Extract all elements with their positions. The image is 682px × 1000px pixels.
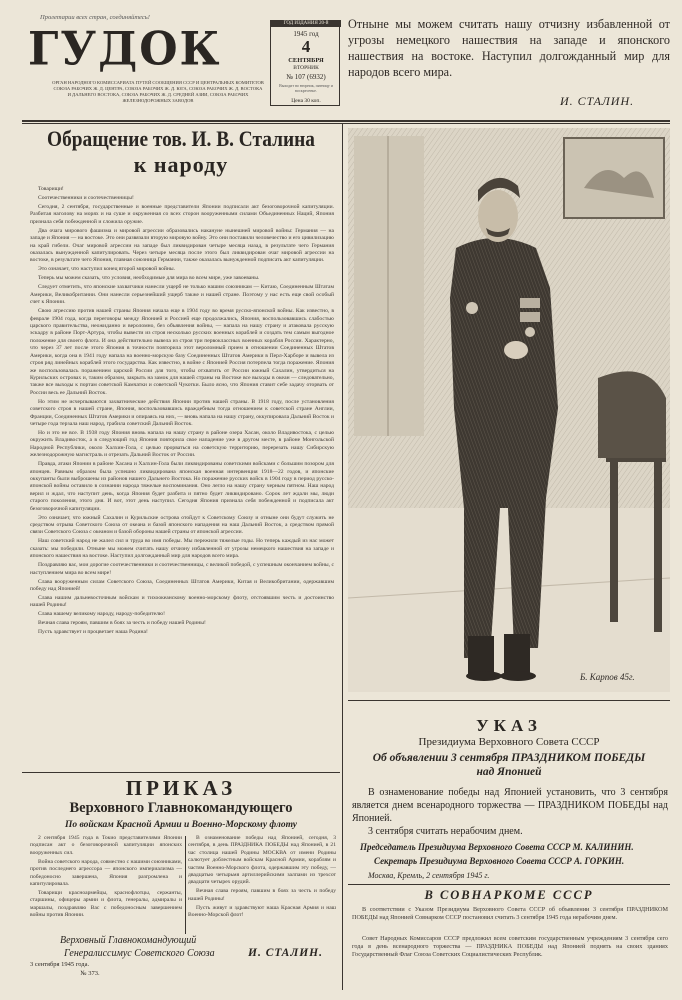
address-paragraph: Соотечественники и соотечественницы! bbox=[38, 195, 134, 201]
address-paragraph: Следует отметить, что японские захватчики нанесли ущерб не только нашим союзникам — Китаю, Соединенным Штатам Америки, Великобритании. Они нанесли серьезнейший ущерб также и нашей стране. Поэтому у нас есть еще свой особый счет к Японии. bbox=[30, 284, 334, 306]
masthead bbox=[22, 14, 340, 118]
ukaz-secretary: Секретарь Президиума Верховного Совета СССР А. ГОРКИН. bbox=[374, 856, 625, 866]
address-paragraph: Но этим не исчерпываются захватнические действия Японии против нашей страны. В 1918 году, после установления советского строя в нашей стране, Япония, воспользовавшись враждебным тогда отношением к советской стране Англии, Франции, Соединенных Штатов Америки и опираясь на них, — вновь напала на нашу страну, оккупировала Дальний Восток и четыре года терзала наш народ, грабила советский Дальний Восток. bbox=[30, 398, 334, 427]
issue-note: Выходит во вторник, пятницу и воскресенье. bbox=[279, 83, 333, 93]
artist-signature: Б. Карпов 45г. bbox=[580, 672, 635, 682]
sovnarkom-rule bbox=[348, 884, 670, 885]
address-paragraph: Свою агрессию против нашей страны Япония начала еще в 1904 году во время русско-японской войны. Как известно, в феврале 1904 года, когда переговоры между Японией и Россией еще продолжались, Япония, воспользовавшись слабостью царского правительства, неожиданно и вероломно, без объявления войны, — напала на нашу страну и атаковала русскую эскадру в районе Порт-Артура, чтобы вывести из строя несколько русских военных кораблей и создать тем самым выгодное положение для своего флота. И она действительно вывела из строя три первоклассных военных корабля России. Характерно, что через 37 лет после этого Япония в точности повторила этот вероломный прием в отношении Соединенных Штатов Америки, когда она в 1941 году напала на военно-морскую базу Соединенных Штатов Америки в Перл-Харборе и вывела из строя ряд линейных кораблей этого государства. Как известно, в войне с Японией Россия потерпела тогда поражение. Япония же воспользовалась поражением царской России для того, чтобы отхватить от России южный Сахалин, утвердиться на Курильских островах и, таким образом, закрыть на замок для нашей страны на Востоке все выходы в океан — следовательно, также все выходы к портам советской Камчатки и советской Чукотки. Было ясно, что Япония ставит себе задачу оторвать от России весь ее Дальний Восток. bbox=[30, 308, 334, 396]
address-paragraph: Товарищи! bbox=[38, 186, 64, 192]
address-paragraph: Сегодня, 2 сентября, государственные и военные представители Японии подписали акт безоговорочной капитуляции. Разбитая наголову на морях и на суше и окруженная со всех сторон вооруженными силами Объединенных Наций, Япония признала себя побежденной и сложила оружие. bbox=[30, 204, 334, 225]
prikaz-column-2 bbox=[188, 835, 336, 935]
prikaz-sign-name: И. СТАЛИН. bbox=[248, 947, 323, 959]
prikaz-sign-rank: Генералиссимус Советского Союза bbox=[64, 948, 215, 959]
epigraph-signature: И. СТАЛИН. bbox=[560, 94, 635, 108]
address-body bbox=[30, 186, 334, 758]
issue-day: 4 bbox=[301, 37, 311, 56]
portrait-drawing bbox=[348, 128, 670, 692]
sovnarkom-p2: Совет Народных Комиссаров СССР предложил всем советским государственным учреждениям 3 сентября сего года в день всенародного торжества — ПРАЗДНИКА ПОБЕДЫ над Японией поднять на своих зданиях Государственный Флаг Союза Советских Социалистических Республик. bbox=[352, 935, 668, 958]
address-paragraph: Вечная слава героям, павшим в боях за честь и победу нашей Родины! bbox=[38, 620, 206, 627]
masthead-rule-thin bbox=[22, 123, 670, 124]
address-paragraph: Это означает, что южный Сахалин и Курильские острова отойдут к Советскому Союзу и отныне они будут служить не средством отрыва Советского Союза от океана и базой японского нападения на наш Дальний Восток, а средством прямой связи Советского Союза с океаном и базой обороны нашей страны от японской агрессии. bbox=[30, 514, 334, 536]
address-paragraph: Пусть здравствует и процветает наша Родина! bbox=[38, 629, 148, 636]
prikaz-subtitle: Верховного Главнокомандующего bbox=[69, 800, 293, 816]
prikaz-paragraph: Пусть живут и здравствуют наша Красная Армия и наш Военно-Морской флот! bbox=[188, 904, 336, 919]
prikaz-paragraph: Война советского народа, совместно с нашими союзниками, против последнего агрессора — японского империализма — победоносно завершена, Япония разгромлена и капитулировала. bbox=[30, 858, 182, 888]
ukaz-body: В ознаменование победы над Японией установить, что 3 сентября является днем всенародного торжества — ПРАЗДНИКОМ ПОБЕДЫ над Японией. bbox=[352, 787, 668, 824]
ukaz-place-date: Москва, Кремль, 2 сентября 1945 г. bbox=[368, 871, 490, 880]
prikaz-sign-title: Верховный Главнокомандующий bbox=[60, 935, 197, 946]
ukaz-chair: Председатель Президиума Верховного Совета СССР М. КАЛИНИН. bbox=[360, 842, 634, 852]
year-label: ГОД ИЗДАНИЯ 20-й bbox=[271, 20, 341, 27]
ukaz-rule bbox=[348, 700, 670, 701]
column-divider bbox=[342, 124, 343, 990]
address-paragraph: Слава нашим дальневосточным войскам и тихоокеанскому военно-морскому флоту, отстоявшим честь и достоинство нашей Родины! bbox=[30, 595, 334, 609]
epigraph bbox=[348, 14, 670, 114]
masthead-rule bbox=[22, 120, 670, 122]
newspaper-title: ГУДОК bbox=[28, 22, 222, 77]
ukaz-heading-line2: над Японией bbox=[476, 766, 542, 778]
issue-weekday: ВТОРНИК bbox=[293, 65, 319, 71]
address-paragraph: Но и это не все. В 1938 году Япония вновь напала на нашу страну в районе озера Хасан, около Владивостока, с целью окружить Владивосток, а в следующий год Япония повторила свое нападение уже в другом месте, в районе Монгольской Народной Республики, около Халхин-Гола, с целью прорваться на советскую территорию, перерезать нашу Сибирскую железнодорожную магистраль и отрезать Дальний Восток от России. bbox=[30, 429, 334, 459]
address-paragraph: Теперь мы можем сказать, что условия, необходимые для мира во всем мире, уже завоеваны. bbox=[38, 275, 260, 282]
ukaz-title: УКАЗ bbox=[476, 716, 542, 735]
prikaz-rule bbox=[22, 772, 340, 773]
ukaz-issuer: Президиума Верховного Совета СССР bbox=[418, 736, 600, 748]
issue-year: 1945 год bbox=[293, 30, 319, 38]
prikaz-paragraph: В ознаменование победы над Японией, сегодня, 3 сентября, в день ПРАЗДНИКА ПОБЕДЫ над Японией, в 21 час столица нашей Родины МОСКВА от имени Родины салютует доблестным войскам Красной Армии, кораблям и частям Военно-Морского флота, одержавшим эту победу, — двадцатью четырьмя артиллерийскими залпами из трехсот двадцати четырех орудий. bbox=[188, 835, 336, 886]
address-paragraph: Наш советский народ не жалел сил и труда во имя победы. Мы пережили тяжелые годы. Но теперь каждый из нас может сказать: мы победили. Отныне мы можем считать нашу отчизну избавленной от угрозы немецкого нашествия на западе и японского нашествия на востоке. Наступил долгожданный мир для народов всего мира. bbox=[30, 538, 334, 560]
prikaz-divider bbox=[185, 836, 186, 934]
sovnarkom-title: В СОВНАРКОМЕ СССР bbox=[424, 888, 594, 902]
address-headline-line2: к народу bbox=[133, 152, 229, 177]
address-headline bbox=[22, 126, 340, 178]
prikaz-date: 3 сентября 1945 года. bbox=[30, 961, 90, 968]
address-headline-line1: Обращение тов. И. В. Сталина bbox=[47, 126, 315, 151]
address-paragraph: Поздравляю вас, мои дорогие соотечественники и соотечественницы, с великой победой, с успешным окончанием войны, с наступлением мира во всем мире! bbox=[30, 562, 334, 576]
issue-number: № 107 (6932) bbox=[286, 73, 326, 81]
prikaz-addressee: По войскам Красной Армии и Военно-Морскому флоту bbox=[65, 820, 297, 830]
epigraph-text: Отныне мы можем считать нашу отчизну избавленной от угрозы немецкого нашествия на западе и японского нашествия на востоке. Наступил долгожданный мир для народов всего мира. bbox=[348, 17, 670, 79]
prikaz-paragraph: 2 сентября 1945 года в Токио представителями Японии подписан акт о безоговорочной капитуляции японских вооруженных сил. bbox=[30, 835, 182, 856]
ukaz-heading-line1: Об объявлении 3 сентября ПРАЗДНИКОМ ПОБЕДЫ bbox=[372, 752, 646, 764]
prikaz-title: ПРИКАЗ bbox=[125, 776, 237, 800]
sovnarkom-p1: В соответствии с Указом Президиума Верховного Совета СССР об объявлении 3 сентября ПРАЗДНИКОМ ПОБЕДЫ над Японией Совнарком СССР постановил считать 3 сентября 1945 года нерабочим днем. bbox=[352, 906, 668, 921]
prikaz-paragraph: Товарищи красноармейцы, краснофлотцы, сержанты, старшины, офицеры армии и флота, генералы, адмиралы и маршалы, поздравляю Вас с победоносным завершением войны против Японии. bbox=[30, 890, 182, 919]
stalin-portrait bbox=[348, 128, 670, 692]
date-box bbox=[270, 20, 340, 106]
prikaz-column-1 bbox=[30, 835, 182, 935]
prikaz-paragraph: Вечная слава героям, павшим в боях за честь и победу нашей Родины! bbox=[188, 888, 336, 902]
address-paragraph: Слава вооруженным силам Советского Союза, Соединенных Штатов Америки, Китая и Великобритании, одержавшим победу над Японией! bbox=[30, 578, 334, 593]
address-paragraph: Это означает, что наступил конец второй мировой войны. bbox=[38, 266, 176, 273]
prikaz-number: № 373. bbox=[80, 970, 100, 977]
ukaz-body-2: 3 сентября считать нерабочим днем. bbox=[368, 826, 523, 837]
issue-month: СЕНТЯБРЯ bbox=[288, 57, 324, 64]
masthead-subtitle: ОРГАН НАРОДНОГО КОМИССАРИАТА ПУТЕЙ СООБЩЕНИЯ СССР И ЦЕНТРАЛЬНЫХ КОМИТЕТОВ СОЮЗА РАБОЧИХ Ж. Д. ЦЕНТРА, СОЮЗА РАБОЧИХ Ж. Д. ЮГА, СОЮЗА РАБОЧИХ Ж. Д. ВОСТОКА И ДАЛЬНЕГО ВОСТОКА, СОЮЗА РАБОЧИХ Ж. Д. СРЕДНЕЙ АЗИИ, СОЮЗА РАБОЧИХ ЖЕЛЕЗНОДОРОЖНЫХ ЗАВОДОВ bbox=[52, 80, 264, 103]
address-paragraph: Слава нашему великому народу, народу-победителю! bbox=[38, 611, 165, 618]
address-paragraph: Два очага мирового фашизма и мировой агрессии образовались накануне нынешней мировой войны: Германия — на западе и Япония — на востоке. Это они развязали вторую мировую войну. Это они поставили человечество и его цивилизацию на край гибели. Очаг мировой агрессии на западе был ликвидирован четыре месяца назад, в результате чего Германия оказалась вынужденной капитулировать. Через четыре месяца после этого был ликвидирован очаг мировой агрессии на востоке, в результате чего Япония, главная союзница Германии, также оказалась вынужденной подписать акт капитуляции. bbox=[30, 227, 334, 264]
slogan: Пролетарии всех стран, соединяйтесь! bbox=[40, 14, 150, 21]
address-paragraph: Правда, атаки Японии в районе Хасана и Халхин-Гола были ликвидированы советскими войсками с большим позором для японцев. Равным образом была успешно ликвидирована японская военная интервенция 1918—22 годов, и японские оккупанты были выброшены из районов нашего Дальнего Востока. Но поражение русских войск в 1904 году в период русско-японской войны оставило в сознании народа тяжелые воспоминания. Оно легло на нашу страну черным пятном. Наш народ верил и ждал, что наступит день, когда Япония будет разбита и пятно будет ликвидировано. Сорок лет ждали мы, люди старого поколения, этого дня. И вот, этот день наступил. Сегодня Япония признала себя побежденной и подписала акт безоговорочной капитуляции. bbox=[30, 461, 334, 512]
price: Цена 30 коп. bbox=[291, 98, 321, 104]
